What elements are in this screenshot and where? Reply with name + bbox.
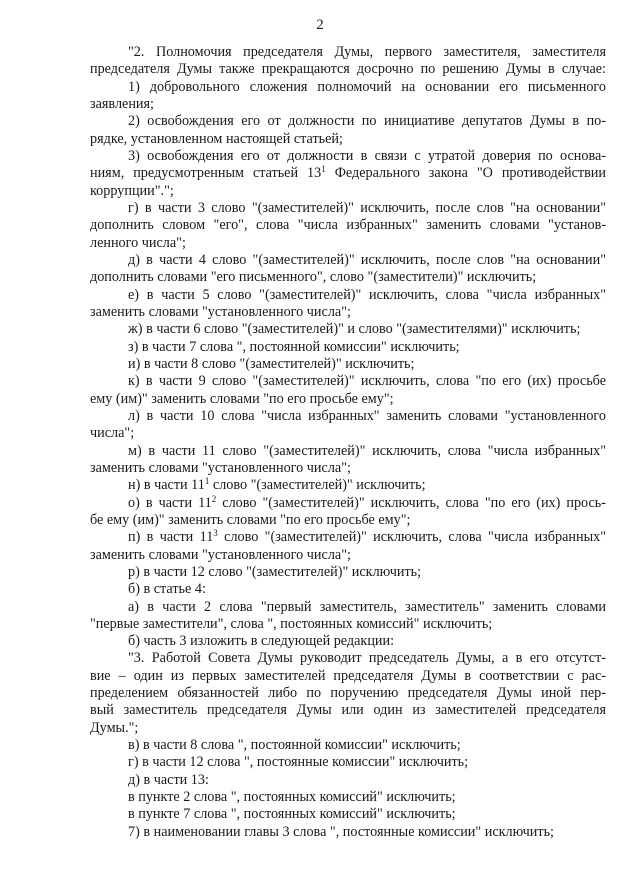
text-line: д) в части 13: <box>128 771 209 788</box>
text-line: "3. Работой Совета Думы руководит председатель Думы, а в его отсутст- <box>128 650 606 667</box>
text-line: заменить словами "установленного числа"; <box>90 303 351 320</box>
text-line: 3) освобождения его от должности в связи с утратой доверия по основа- <box>128 147 606 164</box>
text-line: числа"; <box>90 425 135 442</box>
text-line: рядке, установленном настоящей статьей; <box>90 130 343 147</box>
text-line: председателя Думы также прекращаются досрочно по решению Думы в случае: <box>90 61 606 78</box>
text-line: к) в части 9 слово "(заместителей)" исключить, слова "по его (их) просьбе <box>128 373 606 390</box>
text-line: в пункте 2 слова ", постоянных комиссий" исключить; <box>128 789 456 806</box>
text-line: з) в части 7 слова ", постоянной комиссии" исключить; <box>128 338 460 355</box>
text-line: в) в части 8 слова ", постоянной комиссии" исключить; <box>128 737 461 754</box>
text-line: 2) освобождения его от должности по инициативе депутатов Думы в по- <box>128 113 606 130</box>
text-line: п) в части $11^3$ слово "(заместителей)" исключить, слова "числа избранных" <box>128 528 606 546</box>
text-line: а) в части 2 слова "первый заместитель, заместитель" заменить словами <box>128 598 606 615</box>
text-line: дополнить словами "его письменного", слово "(заместители)" исключить; <box>90 269 537 286</box>
text-line: г) в части 12 слова ", постоянные комиссии" исключить; <box>128 754 469 771</box>
text-line: вие – один из первых заместителей председателя Думы в соответствии с рас- <box>90 667 606 684</box>
text-line: е) в части 5 слово "(заместителей)" исключить, слова "числа избранных" <box>128 286 606 303</box>
text-line: б) часть 3 изложить в следующей редакции: <box>128 633 395 650</box>
text-line: заявления; <box>90 95 154 112</box>
text-line: в пункте 7 слова ", постоянных комиссий" исключить; <box>128 806 456 823</box>
text-line: 7) в наименовании главы 3 слова ", постоянные комиссии" исключить; <box>128 823 554 840</box>
text-line: ленного числа"; <box>90 234 186 251</box>
document-body <box>90 44 606 841</box>
text-line: ж) в части 6 слово "(заместителей)" и слово "(заместителями)" исключить; <box>128 321 581 338</box>
text-line: коррупции"."; <box>90 182 174 199</box>
text-line: "первые заместители", слова ", постоянных комиссий" исключить; <box>90 615 493 632</box>
text-line: 1) добровольного сложения полномочий на основании его письменного <box>128 78 606 95</box>
page-number: 2 <box>316 17 324 33</box>
text-line: бе ему (им)" заменить словами "по его просьбе ему"; <box>90 511 411 528</box>
text-line: заменить словами "установленного числа"; <box>90 546 351 563</box>
text-line: пределением обязанностей либо по поручению председателя Думы иной пер- <box>90 685 606 702</box>
text-line: ниям, предусмотренным статьей $13^1$ Федерального закона "О противодействии <box>90 164 606 182</box>
text-line: н) в части $11^1$ слово "(заместителей)" исключить; <box>128 476 426 494</box>
text-line: "2. Полномочия председателя Думы, первого заместителя, заместителя <box>128 44 606 60</box>
text-line: л) в части 10 слова "числа избранных" заменить словами "установленного <box>128 407 606 424</box>
text-line: дополнить словом "его", слова "числа избранных" заменить словами "установ- <box>90 217 606 234</box>
text-line: заменить словами "установленного числа"; <box>90 459 351 476</box>
text-line: и) в части 8 слово "(заместителей)" исключить; <box>128 355 415 372</box>
text-line: д) в части 4 слово "(заместителей)" исключить, после слов "на основании" <box>128 251 606 268</box>
text-line: б) в статье 4: <box>128 581 206 598</box>
text-line: м) в части 11 слово "(заместителей)" исключить, слова "числа избранных" <box>128 442 606 459</box>
text-line: вый заместитель председателя Думы или один из заместителей председателя <box>90 702 606 719</box>
text-line: г) в части 3 слово "(заместителей)" исключить, после слов "на основании" <box>128 199 606 216</box>
text-line: ему (им)" заменить словами "по его просьбе ему"; <box>90 390 394 407</box>
text-line: Думы."; <box>90 719 139 736</box>
text-line: о) в части $11^2$ слово "(заместителей)" исключить, слова "по его (их) прось- <box>128 493 606 511</box>
text-line: р) в части 12 слово "(заместителей)" исключить; <box>128 563 422 580</box>
